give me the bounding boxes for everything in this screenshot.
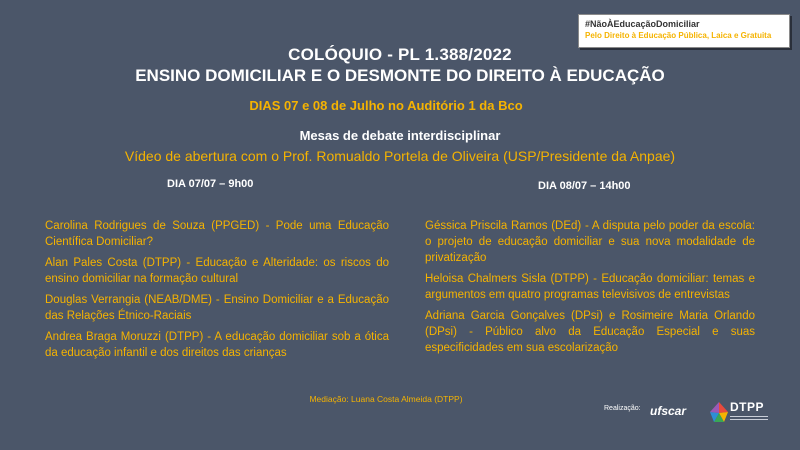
ufscar-logo (650, 398, 704, 424)
dtpp-logo-lines (730, 416, 768, 422)
talk-item: Alan Pales Costa (DTPP) - Educação e Alteridade: os riscos do ensino domiciliar na formação cultural (45, 257, 389, 285)
hashtag-banner (578, 14, 790, 48)
mediator-text: Mediação: Luana Costa Almeida (DTPP) (309, 394, 463, 404)
talk-item: Andrea Braga Moruzzi (DTPP) - A educação domiciliar sob a ótica da educação infantil e dos direitos das crianças (45, 331, 389, 359)
day1-talk-list (45, 218, 389, 366)
day1-heading: DIA 07/07 – 9h00 (167, 178, 254, 190)
event-dates: DIAS 07 e 08 de Julho no Auditório 1 da Bco (249, 98, 523, 113)
ufscar-logo-text: ufscar (650, 404, 687, 418)
dtpp-logo-text: DTPP (730, 400, 765, 414)
hashtag-tagline: Pelo Direito à Educação Pública, Laica e Gratuita (585, 31, 772, 40)
hashtag-text: #NãoÀEducaçãoDomiciliar (585, 19, 700, 29)
mesas-heading: Mesas de debate interdisciplinar (299, 128, 501, 143)
day2-talk-list (425, 218, 755, 361)
talk-item: Adriana Garcia Gonçalves (DPsi) e Rosimeire Maria Orlando (DPsi) - Público alvo da Educação Especial e suas especificidades em sua escolarização (425, 310, 755, 354)
talk-item: Carolina Rodrigues de Souza (PPGED) - Pode uma Educação Científica Domiciliar? (45, 220, 389, 248)
page-title: COLÓQUIO - PL 1.388/2022 (288, 45, 512, 64)
talk-item: Géssica Priscila Ramos (DEd) - A disputa pelo poder da escola: o projeto de educação domiciliar e sua nova modalidade de privatização (425, 220, 755, 264)
talk-item: Douglas Verrangia (NEAB/DME) - Ensino Domiciliar e a Educação das Relações Étnico-Raciais (45, 294, 389, 322)
page-subtitle: ENSINO DOMICILIAR E O DESMONTE DO DIREITO À EDUCAÇÃO (135, 66, 665, 85)
realizacao-label: Realização: (604, 405, 641, 412)
dtpp-emblem-icon (708, 400, 730, 426)
opening-video-text: Vídeo de abertura com o Prof. Romualdo Portela de Oliveira (USP/Presidente da Anpae) (124, 148, 676, 164)
dtpp-logo (708, 400, 768, 428)
talk-item: Heloisa Chalmers Sisla (DTPP) - Educação domiciliar: temas e argumentos em quatro programas televisivos de entrevistas (425, 273, 755, 301)
day2-heading: DIA 08/07 – 14h00 (538, 180, 631, 192)
